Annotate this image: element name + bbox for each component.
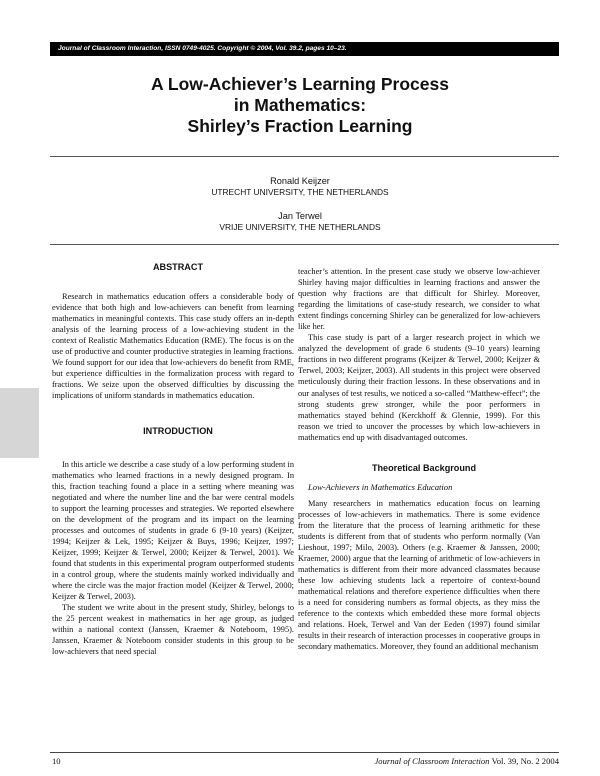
right-paragraph-2: This case study is part of a larger research project in which we analyzed the development of grade 6 students (9–10 years) learning fractions in two different programs (Keijzer & Terwel, 2000; Keijzer & Terwel, 2003; Keijzer, 2003). All students in this project were observed meticulously during their fraction lessons. In these observations and in our analyses of test results, we noticed a so-called “Matthew-effect”; the strong students grew stronger, while the poor performers in mathematics stayed behind (Kerckhoff & Glennie, 1999). For this reason we tried to uncover the processes by which low-achievers in mathematics end up with disadvantaged outcomes. <box>298 333 540 442</box>
title-line-3: Shirley’s Fraction Learning <box>187 116 413 136</box>
author-block-1 <box>60 176 540 198</box>
footer-divider <box>50 752 559 753</box>
author-affiliation: UTRECHT UNIVERSITY, THE NETHERLANDS <box>211 187 389 197</box>
intro-paragraph-2: The student we write about in the present study, Shirley, belongs to the 25 percent weakest in mathematics in her age group, as judged within a national context (Janssen, Kraemer & Noteboom, 1995). Janssen, Kraemer & Noteboom consider students in this group to be low-achievers that need special <box>52 603 294 657</box>
introduction-heading: INTRODUCTION <box>143 425 213 436</box>
right-paragraph-3: Many researchers in mathematics education focus on learning processes of low-achievers in mathematics. There is some evidence from the literature that the process of learning arithmetic for these students is different from that of students who perform normally (Van Lieshout, 1997; Milo, 2003). Others (e.g. Kraemer & Janssen, 2000; Kraemer, 2000) argue that the learning of arithmetic of low-achievers in mathematics is different from their more advanced classmates because these low achieving students lack a repertoire of context-bound mathematical relations and therefore experience difficulties when there is a need for considering numbers as formal objects, as they miss the reference to the contexts which embedded these more formal objects and relations. Hoek, Terwel and Van der Eeden (1997) found similar results in their research of interaction processes in cooperative groups in secondary mathematics. Moreover, they found an additional mechanism <box>298 498 540 652</box>
subsection-heading: Low-Achievers in Mathematics Education <box>308 481 453 492</box>
author-affiliation: VRIJE UNIVERSITY, THE NETHERLANDS <box>219 222 381 232</box>
author-name: Ronald Keijzer <box>270 176 330 186</box>
page-number: 10 <box>52 756 61 766</box>
title-divider <box>50 156 559 157</box>
running-head: Journal of Classroom Interaction, ISSN 0749-4025. Copyright © 2004, Vol. 39.2, pages 10–23. <box>50 42 559 56</box>
right-column <box>298 266 540 653</box>
author-block-2 <box>60 211 540 233</box>
side-tab-marker <box>0 388 39 458</box>
abstract-heading: ABSTRACT <box>152 262 203 272</box>
author-name: Jan Terwel <box>278 211 322 221</box>
title-line-1: A Low-Achiever’s Learning Process <box>151 74 449 94</box>
article-title <box>60 74 540 137</box>
footer-volume: Vol. 39, No. 2 2004 <box>491 756 559 766</box>
abstract-text: Research in mathematics education offers a considerable body of evidence that both high and low-achievers can benefit from learning mathematics in meaningful contexts. This case study offers an in-depth analysis of the learning process of a low-achieving student in the context of Realistic Mathematics Education (RME). The focus is on the use of productive and counter productive strategies in learning fractions. We found support for our idea that low-achievers do benefit from RME, but experience difficulties in the formalization process with regard to fractions. We seize upon the observed difficulties by discussing the implications of uniform standards in mathematics education. <box>52 292 294 401</box>
title-line-2: in Mathematics: <box>233 95 367 115</box>
right-paragraph-1: teacher’s attention. In the present case study we observe low-achiever Shirley having major difficulties in learning fractions and answer the question why fractions are that difficult for Shirley. Moreover, regarding the limitations of case-study research, we consider to what extent findings concerning Shirley can be generalized for low-achievers like her. <box>298 267 540 332</box>
footer-journal: Journal of Classroom Interaction <box>374 756 490 766</box>
theoretical-background-heading: Theoretical Background <box>371 462 477 473</box>
authors-divider <box>50 244 559 245</box>
footer-citation <box>374 756 559 767</box>
left-column <box>52 262 294 657</box>
intro-paragraph-1: In this article we describe a case study of a low performing student in mathematics who learned fractions in a newly designed program. In this, fraction teaching found a place in a setting where meaning was negotiated and where the number line and the bar were central models to support the learning processes and strategies. We reported elsewhere on the development of the program and its impact on the learning processes and outcomes of students in grade 6 (9-10 years) (Keijzer, 1994; Keijzer & Lek, 1995; Keijzer & Buys, 1996; Keijzer, 1997; Keijzer, 1999; Keijzer & Terwel, 2000; Keijzer & Terwel, 2001). We found that students in this experimental program outperformed students in a control group, where the students mainly worked individually and where the circle was the major fraction model (Keijzer & Terwel, 2000; Keijzer & Terwel, 2003). <box>52 459 294 602</box>
